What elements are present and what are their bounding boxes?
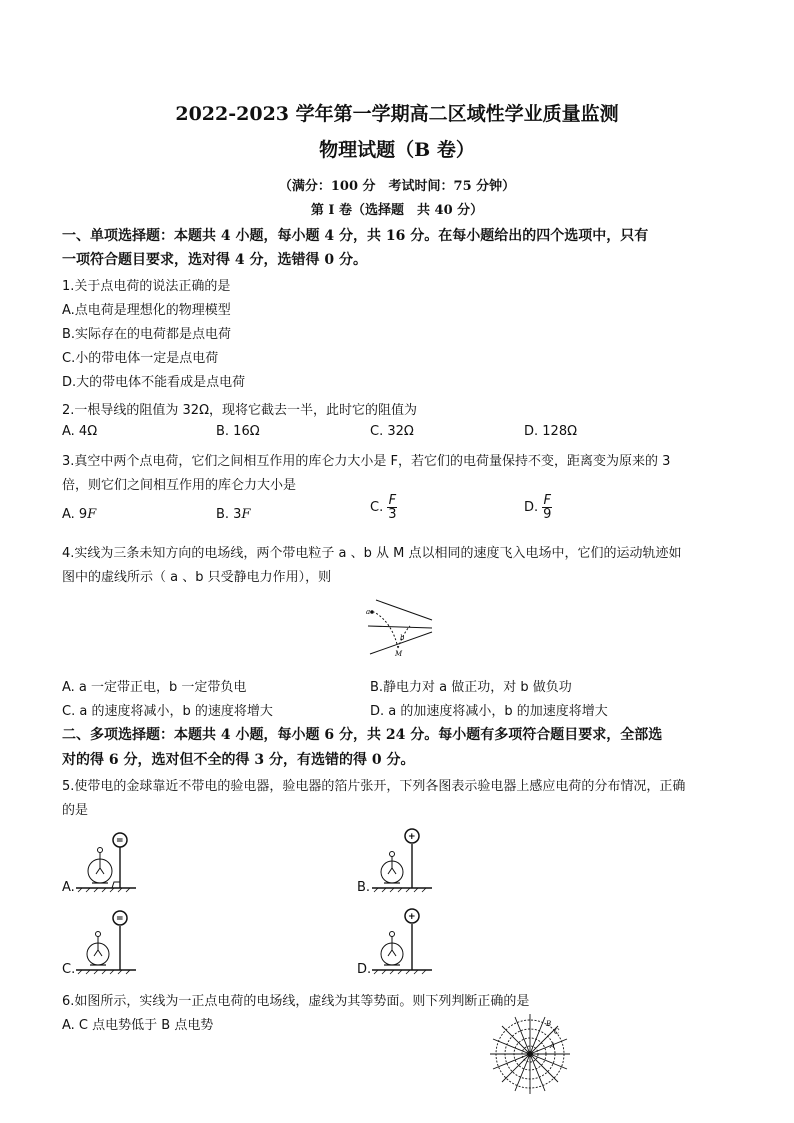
section1-heading-line2: 一项符合题目要求，选对得 4 分，选错得 0 分。 (62, 252, 367, 268)
exam-title: 2022-2023 学年第一学期高二区域性学业质量监测 (175, 103, 619, 125)
q3-option-d-num: F (543, 493, 552, 508)
svg-text:+: + (408, 912, 416, 922)
q6-label-b: B (546, 1020, 552, 1028)
q2-option-a: A. 4Ω (62, 424, 98, 439)
q4-option-b: B.静电力对 a 做正功，对 b 做负功 (370, 680, 572, 695)
q3-option-c-prefix: C. (370, 500, 384, 515)
exam-info: （满分：100 分 考试时间：75 分钟） (278, 179, 516, 194)
q5-electroscope-b (372, 826, 432, 894)
q6-stem: 6.如图所示，实线为一正点电荷的电场线，虚线为其等势面。则下列判断正确的是 (62, 994, 530, 1009)
q5-stem-line1: 5.使带电的金球靠近不带电的验电器，验电器的箔片张开，下列各图表示验电器上感应电荷的分布情况，正确 (62, 779, 686, 794)
q3-option-c-den: 3 (388, 507, 397, 522)
q4-option-d: D. a 的加速度将减小，b 的加速度将增大 (370, 704, 608, 719)
q3-stem-line2: 倍，则它们之间相互作用的库仑力大小是 (62, 478, 297, 493)
q4-field-line-top (376, 600, 432, 620)
svg-text:=: = (116, 836, 124, 846)
q5-electroscope-d (372, 906, 432, 976)
q3-option-b (216, 507, 251, 522)
q4-label-m: M (395, 650, 403, 658)
q3-option-c (370, 494, 397, 521)
q1-option-c: C.小的带电体一定是点电荷 (62, 351, 219, 366)
q4-option-a: A. a 一定带正电，b 一定带负电 (62, 680, 247, 695)
q6-charge (527, 1051, 533, 1057)
q4-stem-line2: 图中的虚线所示（ a 、b 只受静电力作用），则 (62, 570, 332, 585)
q4-label-a: a (366, 608, 371, 616)
svg-text:+: + (408, 832, 416, 842)
q1-stem: 1.关于点电荷的说法正确的是 (62, 279, 231, 294)
q3-option-a (62, 507, 96, 522)
q5-stem-line2: 的是 (62, 803, 89, 818)
q3-option-a-prefix: A. 9 (62, 507, 88, 522)
section2-heading-line2: 对的得 6 分，选对但不全的得 3 分，有选错的得 0 分。 (62, 752, 415, 768)
q4-field-line-middle (368, 626, 432, 628)
q3-option-a-var: F (87, 507, 97, 522)
q2-stem: 2.一根导线的阻值为 32Ω，现将它截去一半，此时它的阻值为 (62, 403, 418, 418)
q6-field-diagram (488, 1012, 572, 1096)
q5-electroscope-a (76, 826, 136, 894)
q3-option-d-den: 9 (543, 507, 552, 522)
q4-field-diagram (362, 592, 438, 664)
q2-option-d: D. 128Ω (524, 424, 578, 439)
q1-option-d: D.大的带电体不能看成是点电荷 (62, 375, 246, 390)
q5-option-b: B. (357, 880, 371, 895)
q3-stem-line1: 3.真空中两个点电荷，它们之间相互作用的库仑力大小是 F，若它们的电荷量保持不变，距离变为原来的 3 (62, 454, 671, 469)
q4-trajectory-a (374, 612, 398, 648)
q5-option-a: A. (62, 880, 75, 895)
q2-option-b: B. 16Ω (216, 424, 260, 439)
q4-stem-line1: 4.实线为三条未知方向的电场线，两个带电粒子 a 、b 从 M 点以相同的速度飞入电场中，它们的运动轨迹如 (62, 546, 682, 561)
q1-option-b: B.实际存在的电荷都是点电荷 (62, 327, 232, 342)
section2-heading-line1: 二、多项选择题：本题共 4 小题，每小题 6 分，共 24 分。每小题有多项符合题目要求，全部选 (62, 727, 663, 743)
q6-label-a: A (550, 1042, 556, 1050)
svg-text:=: = (116, 914, 124, 924)
q3-option-b-var: F (241, 507, 251, 522)
q4-label-b: b (400, 634, 405, 642)
q1-option-a: A.点电荷是理想化的物理模型 (62, 303, 231, 318)
q2-option-c: C. 32Ω (370, 424, 414, 439)
q3-option-c-fraction (387, 494, 397, 521)
q4-particle-a (370, 610, 374, 614)
q5-option-d: D. (357, 962, 372, 977)
part-heading: 第 I 卷（选择题 共 40 分） (310, 203, 484, 218)
q5-electroscope-c (76, 906, 136, 976)
q3-option-d-fraction (542, 494, 552, 521)
q4-option-c: C. a 的速度将减小，b 的速度将增大 (62, 704, 273, 719)
q6-label-c: C (554, 1028, 560, 1036)
q5-option-c: C. (62, 962, 76, 977)
section1-heading-line1: 一、单项选择题：本题共 4 小题，每小题 4 分，共 16 分。在每小题给出的四个选项中，只有 (62, 228, 649, 244)
q3-option-d (524, 494, 552, 521)
exam-subtitle: 物理试题（B 卷） (319, 139, 475, 161)
q6-option-a: A. C 点电势低于 B 点电势 (62, 1018, 214, 1033)
q3-option-d-prefix: D. (524, 500, 539, 515)
q3-option-c-num: F (388, 493, 397, 508)
q3-option-b-prefix: B. 3 (216, 507, 242, 522)
